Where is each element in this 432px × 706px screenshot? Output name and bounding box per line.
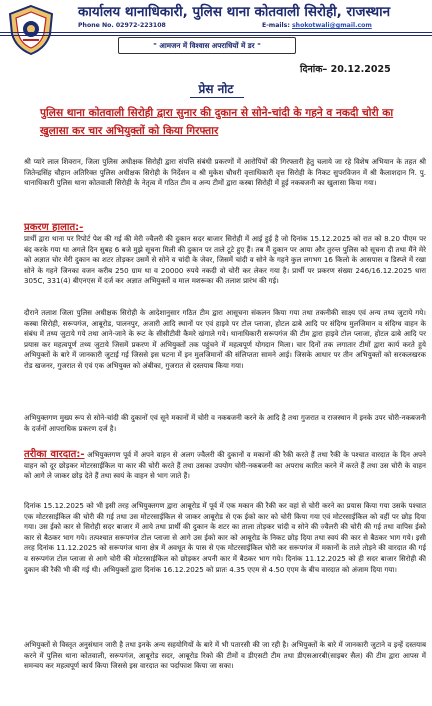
case-paragraph-3: अभियुक्तगण मुख्य रूप से सोने-चांदी की दुकानों एवं सूने मकानों में चोरी व नकबजनी करने के आदि है तथा गुजरात व राजस्थान में इनके उपर चोरी-नकबजनी के दर्जनों आपराधिक प्रकरण दर्ज है।: [24, 413, 426, 433]
case-paragraph-1: प्रार्थी द्वारा थाना पर रिपोर्ट पेश की गई की मेरी ज्वैलरी की दुकान सदर बाजार सिरोही में आई हुई है जो दिनांक 15.12.2025 को रात को 8.20 पीएम पर बंद करके गया था अगले दिन सुबह 6 बजे मुझे सूचना मिली की दुकान पर ताले टूटे हुए हैं। तब मैं दुकान पर आया और तुरन्त पुलिस को सूचना दी तथा मैंने मेरे को अज्ञात चोर मेरी दुकान का शटर तोड़कर उसमें से सोने व चांदी के जेवर, जिसमें चांदी व सोने के गहने कुल लगभग 16 किलो के आसपास व डिस्प्ले में रखा सोने के गहने जिनका वजन करीब 250 ग्राम था व 20000 रुपये नकदी वो चोरी कर लेकर गया है। प्रार्थी पर प्रकरण संख्या 246/16.12.2025 धारा 305C, 331(4) बीएनएस में दर्ज कर अज्ञात अभियुक्तों व माल मशरूका की तलाश प्रारंभ की गई।: [24, 234, 426, 286]
email-label: E-mails:: [262, 22, 290, 29]
modus-paragraph-1: [24, 450, 426, 482]
slogan-box: " आमजन में विश्वास अपराधियों में डर ": [118, 37, 296, 54]
press-date: दिनांक– 20.12.2025: [300, 64, 391, 75]
modus-text-1: अभियुक्तगण पूर्व में अपने वाहन से अलग ज्वैलरी की दुकानों व मकानों की रैकी करते हैं तथा रैकी के पश्चात वारदात के दिन अपने वाहन को दूर छोड़कर मोटरसाईकिल या कार की चोरी करते हैं तथा उसका उपयोग चोरी-नकबजनी का अपराध कारित करने में करते हैं तथा उस चोरी के वाहन को आगे ले जाकर छोड़ देते हैं तथा स्वयं के वाहन से भाग जाते हैं।: [24, 450, 426, 481]
header-rule-top: [0, 32, 432, 33]
email-link[interactable]: shokotwali@gmail.com: [291, 22, 372, 29]
case-paragraph-2: दौराने तलाश जिला पुलिस अधीक्षक सिरोही के आदेशानुसार गठित टीम द्वारा आसूचना संकलन किया गया तथा तकनीकी साक्ष्य एवं अन्य तथ्य जुटाये गये। कस्बा सिरोही, सरूपगंज, आबूरोड, पालनपुर, अजारी आदि स्थानों पर एवं हाइवे पर टोल प्लाजा, होटल ढाबे आदि पर संदिग्ध मुलजिमान व संदिग्ध वाहन के संबंध में तथ्य जुटाये गये तथा आने-जाने के रूट के सीसीटीवी कैमरे खंगाले गये। थानाधिकारी सरूपगंज की टीम द्वारा हाइवे टोल प्लाजा, होटल ढाबे आदि पर प्रयास कर महत्वपूर्ण तथ्य जुटाये जिसमें प्रकरण में अभियुक्तों तक पहुंचने में महत्वपूर्ण योगदान मिला। चार दिनों तक लगातार टीमों द्वारा कार्य करते हुये अभियुक्तों के बारे में जानकारी जुटाई गई जिससे इस घटना में इन मुलजिमानों की संलिप्तता सामने आई। जिसके आधार पर तीन अभियुक्तों को सरकलखरक रोड खजनर, गुजरात से एवं एक अभियुक्त को अंबीका, गुजरात से दस्तयाब किया गया।: [24, 308, 426, 370]
press-note-heading: प्रेस नोट: [198, 82, 234, 96]
modus-heading: तरीका वारदात:-: [24, 449, 85, 460]
main-title: पुलिस थाना कोतवाली सिरोही द्वारा सुनार की दुकान से सोने-चांदी के गहने व नकदी चोरी का खुलासा कर चार अभियुक्तों को किया गिरफ्तार: [40, 107, 394, 137]
intro-paragraph: श्री प्यारे लाल शिवरान, जिला पुलिस अधीक्षक सिरोही द्वारा संपत्ति संबंधी प्रकरणों में आरोपियों की गिरफ्तारी हेतु चलाये जा रहे विशेष अभियान के तहत श्री जितेन्द्रसिंह चौहान अतिरिक्त पुलिस अधीक्षक सिरोही के निर्देशन व श्री मुकेश चौधरी वृत्ताधिकारी वृत्त सिरोही के निकट सुपरविजन में श्री कैलाशदान नि. पु. थानाधिकारी पुलिस थाना कोतवाली सिरोही के नेतृत्व में गठित टीम व अन्य टीमों द्वारा कस्बा सिरोही में हुई नकबजनी का खुलासा किया गया।: [24, 157, 426, 188]
press-note-underline: [190, 97, 244, 98]
header-rule-bottom: [0, 35, 432, 36]
email-line: [262, 22, 372, 29]
modus-paragraph-3: अभियुक्तों से विस्तृत अनुसंधान जारी है तथा इनके अन्य सहयोगियों के बारे में भी पतारसी की जा रही है। अभियुक्तों के बारे में जानकारी जुटाने व इन्हें दस्तयाब करने में पुलिस थाना कोतवाली, सरूपगंज, आबूरोड सदर, आबूरोड रिको की टीमों व डीएसटी टीम तथा डीएसआरबी(साइबर सैल) की टीम द्वारा आपस में समन्वय कर महत्वपूर्ण कार्य किया जिससे इस वारदात का पर्दाफाश किया जा सका।: [24, 640, 426, 671]
office-title: कार्यालय थानाधिकारी, पुलिस थाना कोतवाली सिरोही, राजस्थान: [78, 4, 391, 20]
phone-number: Phone No. 02972-223108: [78, 22, 166, 29]
police-emblem-icon: [6, 4, 56, 56]
modus-paragraph-2: दिनांक 15.12.2025 को भी इसी तरह अभियुक्तगण द्वारा आबूरोड में पूर्व में एक मकान की रैकी कर वहां से चोरी करने का प्रयास किया गया उसके पश्चात एक मोटरसाईकिल की चोरी की गई तथा उस मोटरसाईकिल से जाकर आबूरोड से एक ईको कार को चोरी किया गया एवं मोटरसाईकिल को वहीं पर छोड़ दिया गया। उस ईको कार से सिरोही सदर बाजार में आये तथा प्रार्थी की दुकान के शटर का ताला तोड़कर चांदी व सोने की ज्वैलरी की चोरी की गई तथा वापिस ईको कार से बैठकर भाग गये। तत्पश्चात सरूपगंज टोल प्लाजा से आगे उस ईको कार को आबूरोड के निकट छोड़ दिया तथा स्वयं की कार से बैठकर भाग गये। इसी तरह दिनांक 11.12.2025 को सरूपगंज थाना क्षेत्र में अवधूत के पास से एक मोटरसाईकिल चोरी कर सरूपगंज में मकानों के ताले तोड़ने की वारदात की गई व सरूपगंज टोल प्लाजा से आगे चोरी की मोटरसाईकिल को छोड़कर अपनी कार में बैठकर भाग गये। दिनांक 11.12.2025 को ही सदर बाजार सिरोही की दुकान की रैकी भी की गई थी। अभियुक्तों द्वारा दिनांक 16.12.2025 को प्रातः 4.35 एएम से 4.50 एएम के बीच वारदात को अंजाम दिया गया।: [24, 501, 426, 574]
case-section-heading: प्रकरण हालात:-: [24, 222, 84, 233]
